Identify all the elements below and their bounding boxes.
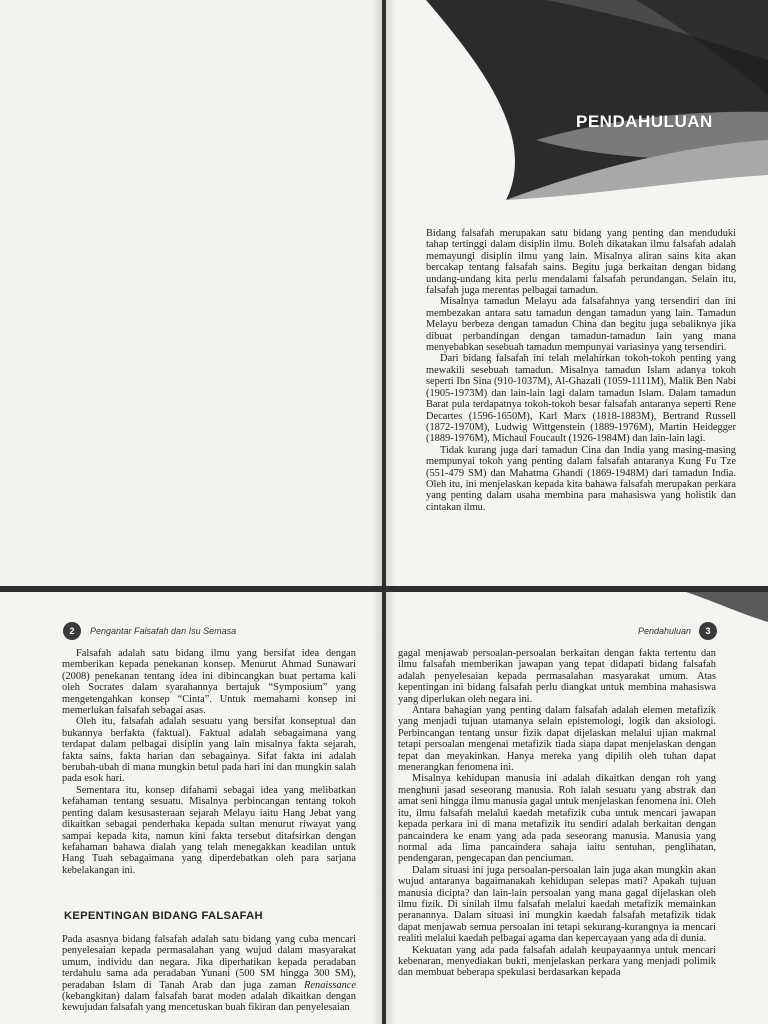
page-2-text — [62, 648, 356, 876]
paragraph: Antara bahagian yang penting dalam falsafah adalah elemen metafizik yang menjadi tujuan utamanya selain epistemologi, logik dan aksiologi. Perbincangan tentang unsur fizik dapat dijelaskan melalui ujian makmal tetapi persoalan mengenai metafizik tiada siapa dapat menjelaskan dengan tepat dan meyakinkan. Hanya mereka yang dipilih oleh tuhan dapat menerangkan fenomena ini. — [398, 705, 716, 774]
page-gutter-shadow — [372, 0, 382, 586]
paragraph: Misalnya kehidupan manusia ini adalah dikaitkan dengan roh yang menghuni jasad seseorang manusia. Roh ialah sesuatu yang abstrak dan amat seni hingga ilmu manusia gagal untuk menjelaskan fenomena ini. Oleh itu, ilmu falsafah melalui kaedah metafizik cuba untuk mencari jawapan kepada perkara ini di mana metafizik itu sendiri adalah berkaitan dengan pancaindera ke enam yang ada pada seseorang manusia. Manusia yang normal ada lima pancaindera sahaja iaitu sentuhan, penglihatan, pendengaran, pengecapan dan penciuman. — [398, 773, 716, 865]
page-gutter-shadow — [386, 592, 396, 1024]
running-head: Pendahuluan — [638, 626, 692, 636]
section-heading: KEPENTINGAN BIDANG FALSAFAH — [64, 910, 263, 922]
paragraph-text: Pada asasnya bidang falsafah adalah satu bidang yang cuba mencari penyelesaian kepada permasalahan yang wujud dalam masyarakat umum, individu dan negara. Jika diperhatikan kepada peradaban terdahulu sama ada peradaban Yunani (500 SM hingga 300 SM), peradaban Islam di Tanah Arab dan juga zaman — [62, 934, 356, 991]
paragraph: Oleh itu, falsafah adalah sesuatu yang bersifat konseptual dan bukannya berfakta (faktual). Faktual adalah sebagaimana yang terdapat dalam pelbagai disiplin yang lain misalnya fakta sejarah, fakta sains, fakta harian dan sebagainya. Sifat fakta ini adalah berubah-ubah di mana mungkin betul pada hari ini dan mungkin salah pada esok hari. — [62, 716, 356, 785]
page-3 — [386, 592, 768, 1024]
section-text — [62, 934, 356, 1014]
running-head: Pengantar Falsafah dan Isu Semasa — [90, 626, 237, 636]
paragraph: Dari bidang falsafah ini telah melahirkan tokoh-tokoh penting yang mewakili sesebuah tamadun. Misalnya tamadun Islam adanya tokoh seperti Ibn Sina (910-1037M), Al-Ghazali (1059-1111M), Malik Ben Nabi (1905-1973M) dan lain-lain lagi dalam tamadun Islam. Dalam tamadun Barat pula terdapatnya tokoh-tokoh besar falsafah antaranya seperti Rene Decartes (1596-1650M), Karl Marx (1818-1883M), Bertrand Russell (1872-1970M), Ludwig Wittgenstein (1889-1976M), Martin Heidegger (1889-1976M), Michaul Foucault (1926-1984M) dan lain-lain lagi. — [426, 353, 736, 445]
page-gutter-shadow — [372, 592, 382, 1024]
chapter-intro-text — [426, 228, 736, 513]
page-number-badge: 2 — [63, 622, 81, 640]
paragraph: Tidak kurang juga dari tamadun Cina dan India yang masing-masing mempunyai tokoh yang penting dalam falsafah antaranya Kung Fu Tze (551-479 SM) dan Mahatma Ghandi (1869-1948M) dari tamadun India. Oleh itu, ini menjelaskan kepada kita bahawa falsafah merupakan perkara yang penting dalam usaha membina para mahasiswa yang holistik dan cintakan ilmu. — [426, 444, 736, 513]
blank-page-left — [0, 0, 382, 586]
chapter-opening-page — [386, 0, 768, 586]
paragraph — [62, 934, 356, 1014]
paragraph: Misalnya tamadun Melayu ada falsafahnya yang tersendiri dan ini membezakan antara satu tamadun dengan tamadun yang lain. Tamadun Melayu berbeza dengan tamadun China dan begitu juga sebaliknya jika dibuat perbandingan dengan tamadun-tamadun lain yang mana menyebabkan sesebuah tamadun mempunyai variasinya yang tersendiri. — [426, 296, 736, 354]
paragraph: gagal menjawab persoalan-persoalan berkaitan dengan fakta tertentu dan ilmu falsafah memberikan jawapan yang tepat didapati bidang falsafah adalah penyelesaian kepada permasalahan masyarakat umum. Atas kepentingan ini bidang falsafah perlu diangkat untuk membina mahasiswa yang diperlukan oleh negara ini. — [398, 648, 716, 705]
paragraph: Bidang falsafah merupakan satu bidang yang penting dan menduduki tahap tertinggi dalam disiplin ilmu. Boleh dikatakan ilmu falsafah adalah memayungi disiplin ilmu yang lain. Misalnya aliran sains kita akan bercakap tentang falsafah sains. Begitu juga berkaitan dengan bidang undang-undang kita perlu mendalami falsafah perundangan. Selain itu, falsafah juga merentas pelbagai tamadun. — [426, 228, 736, 297]
paragraph: Dalam situasi ini juga persoalan-persoalan lain juga akan mungkin akan wujud antaranya bagaimanakah kehidupan selepas mati? Apakah tujuan manusia dicipta? dan lain-lain persoalan yang mana gagal dijelaskan oleh ilmu fizik. Di sinilah ilmu falsafah melalui kaedah metafizik memainkan peranannya. Dalam situasi ini mungkin kaedah falsafah metafizik tidak dapat menjawab semua persoalan ini tetapi sekurang-kurangnya ia mencari realiti melalui kaedah pelbagai agama dan kepercayaan yang ada di dunia. — [398, 864, 716, 945]
italic-term: Renaissance — [304, 979, 356, 991]
paragraph: Sementara itu, konsep difahami sebagai idea yang melibatkan kefahaman tentang sesuatu. Misalnya perbincangan tentang tokoh penting dalam kesusasteraan sejarah Melayu iaitu Hang Jebat yang dikaitkan sebagai penderhaka kepada sultan menurut riwayat yang sampai kepada kita, namun kini fakta tersebut ditafsirkan dengan kefahaman bahawa dialah yang telah menegakkan keadilan untuk Hang Tuah sebagaimana yang diperdebatkan oleh para sarjana kebelakangan ini. — [62, 784, 356, 876]
chapter-title: PENDAHULUAN — [576, 112, 713, 131]
paragraph: Falsafah adalah satu bidang ilmu yang bersifat idea dengan memberikan kepada penekanan konsep. Menurut Ahmad Sunawari (2008) penekanan tentang idea ini dibincangkan buat pertama kali oleh Socrates dalam syarahannya bertajuk “Symposium” yang mengetengahkan konsep “Cinta”. Untuk memahami konsep ini memerlukan falsafah sebagai asas. — [62, 648, 356, 717]
paragraph-text: (kebangkitan) dalam falsafah barat moden adalah dikaitkan dengan kewujudan falsafah yang mencetuskan buah fikiran dan penyelesaian — [62, 991, 356, 1014]
page-number-badge: 3 — [699, 622, 717, 640]
paragraph: Kekuatan yang ada pada falsafah adalah keupayaannya untuk mencari kebenaran, menyediakan bukti, menjelaskan perkara yang menjadi polimik dan membuat beberapa spekulasi berdasarkan kepada — [398, 944, 716, 979]
page-3-text — [398, 648, 716, 979]
page-2 — [0, 592, 382, 1024]
